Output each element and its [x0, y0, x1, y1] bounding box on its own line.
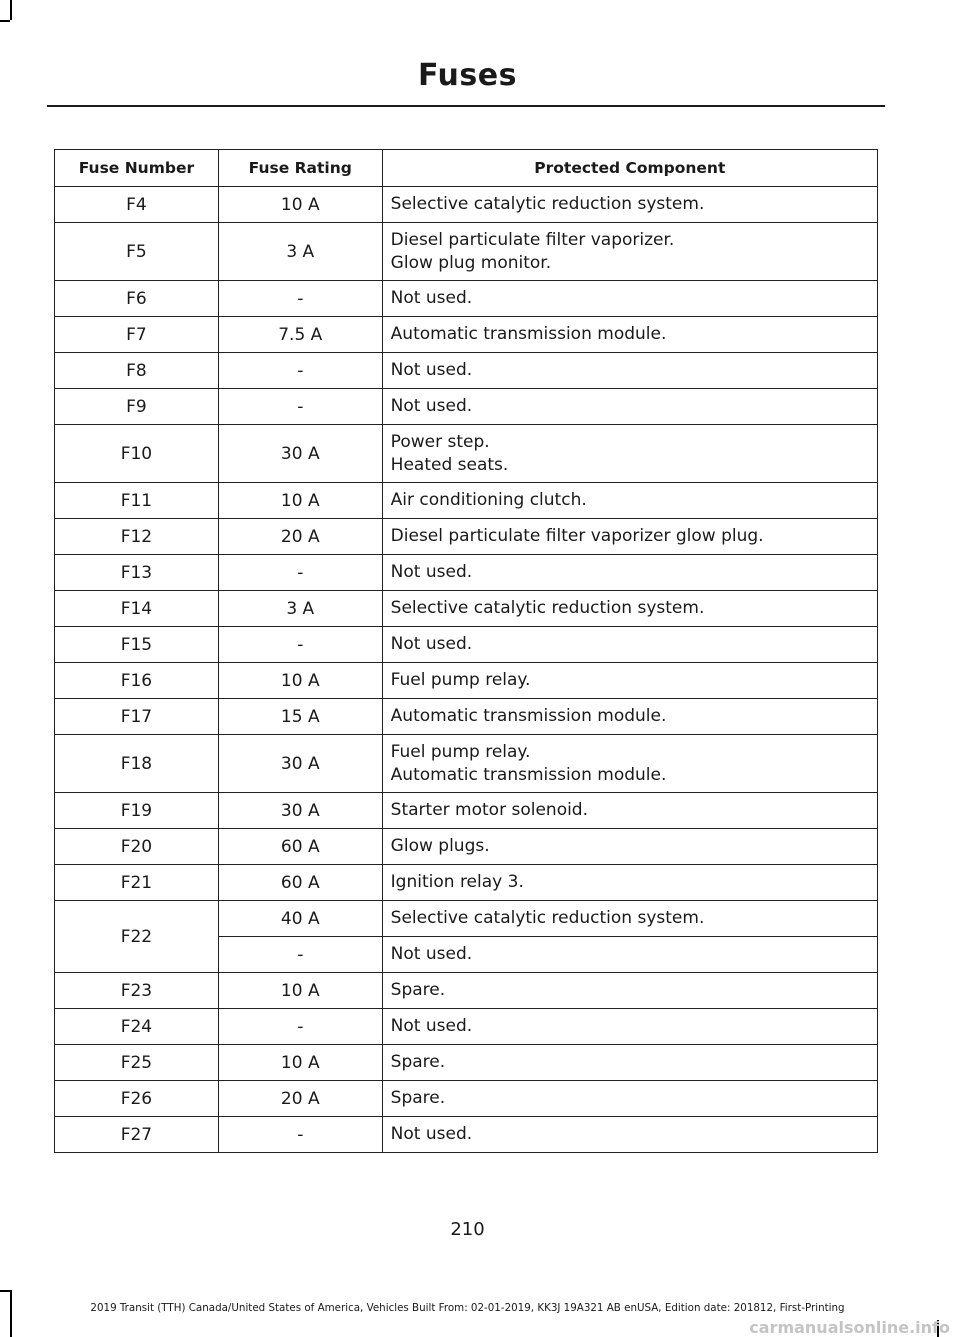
protected-component-cell [382, 187, 877, 223]
table-row [55, 699, 878, 735]
fuse-number-cell: F5 [55, 223, 219, 281]
fuse-rating-cell: 20 A [218, 1081, 382, 1117]
component-line: Fuel pump relay. [390, 670, 531, 690]
crop-mark [0, 1290, 10, 1292]
component-line: Selective catalytic reduction system. [390, 194, 705, 214]
component-line: Not used. [390, 396, 473, 416]
protected-component-cell [382, 699, 877, 735]
fuse-rating-cell: 20 A [218, 519, 382, 555]
fuse-rating-cell: 3 A [218, 591, 382, 627]
fuse-number-cell: F26 [55, 1081, 219, 1117]
protected-component-cell [382, 389, 877, 425]
crop-mark [10, 0, 12, 20]
fuse-rating-cell: - [218, 627, 382, 663]
component-line: Air conditioning clutch. [390, 490, 587, 510]
component-line: Diesel particulate filter vaporizer. [390, 229, 675, 250]
protected-component-cell [382, 1045, 877, 1081]
fuse-rating-cell: - [218, 1009, 382, 1045]
fuse-number-cell: F24 [55, 1009, 219, 1045]
fuse-number-cell: F20 [55, 829, 219, 865]
header-fuse-number: Fuse Number [55, 150, 219, 187]
protected-component-cell [382, 793, 877, 829]
component-line: Automatic transmission module. [390, 324, 667, 344]
component-line: Selective catalytic reduction system. [390, 908, 705, 928]
fuse-number-cell: F7 [55, 317, 219, 353]
component-line: Automatic transmission module. [390, 764, 667, 785]
component-line: Spare. [390, 980, 446, 1000]
header-divider [47, 105, 885, 107]
fuse-number-cell: F13 [55, 555, 219, 591]
protected-component-cell [382, 937, 877, 973]
protected-component-cell [382, 353, 877, 389]
component-line: Spare. [390, 1088, 446, 1108]
fuse-number-cell: F17 [55, 699, 219, 735]
component-line: Ignition relay 3. [390, 872, 524, 892]
fuse-rating-cell: - [218, 1117, 382, 1153]
component-line: Not used. [390, 562, 473, 582]
fuse-number-cell: F4 [55, 187, 219, 223]
protected-component-cell [382, 317, 877, 353]
fuse-table-body [55, 187, 878, 1153]
header-protected-component: Protected Component [382, 150, 877, 187]
component-line: Glow plug monitor. [390, 252, 552, 273]
protected-component-cell [382, 555, 877, 591]
fuse-rating-cell: 10 A [218, 663, 382, 699]
protected-component-cell [382, 627, 877, 663]
component-line: Glow plugs. [390, 836, 490, 856]
protected-component-cell [382, 1117, 877, 1153]
fuse-rating-cell: 60 A [218, 865, 382, 901]
fuse-rating-cell: 10 A [218, 187, 382, 223]
table-row [55, 973, 878, 1009]
fuse-rating-cell: 30 A [218, 425, 382, 483]
page-title: Fuses [418, 58, 517, 93]
fuse-rating-cell: 10 A [218, 973, 382, 1009]
fuse-number-cell: F16 [55, 663, 219, 699]
table-row [55, 1045, 878, 1081]
component-line: Selective catalytic reduction system. [390, 598, 705, 618]
fuse-rating-cell: - [218, 555, 382, 591]
page-footer: 2019 Transit (TTH) Canada/United States of America, Vehicles Built From: 02-01-2019, KK3J 19A321 AB enUSA, Edition date: 201812, First-Printing [90, 1302, 845, 1314]
table-row [55, 555, 878, 591]
fuse-number-cell: F27 [55, 1117, 219, 1153]
table-row [55, 353, 878, 389]
table-row [55, 735, 878, 793]
fuse-rating-cell: 60 A [218, 829, 382, 865]
table-row [55, 223, 878, 281]
component-line: Fuel pump relay. [390, 741, 531, 762]
component-line: Not used. [390, 1016, 473, 1036]
fuse-number-cell: F9 [55, 389, 219, 425]
table-row [55, 663, 878, 699]
fuse-rating-cell: 15 A [218, 699, 382, 735]
table-row [55, 1081, 878, 1117]
protected-component-cell [382, 223, 877, 281]
fuse-rating-cell: - [218, 937, 382, 973]
fuse-rating-cell: - [218, 353, 382, 389]
header-fuse-rating: Fuse Rating [218, 150, 382, 187]
crop-mark [0, 20, 10, 22]
component-line: Not used. [390, 360, 473, 380]
table-row [55, 317, 878, 353]
fuse-rating-cell: 40 A [218, 901, 382, 937]
table-row [55, 591, 878, 627]
component-line: Automatic transmission module. [390, 706, 667, 726]
watermark: carmanualsonline.info [749, 1318, 950, 1337]
fuse-number-cell: F12 [55, 519, 219, 555]
protected-component-cell [382, 663, 877, 699]
protected-component-cell [382, 829, 877, 865]
component-line: Diesel particulate filter vaporizer glow plug. [390, 526, 764, 546]
table-row [55, 865, 878, 901]
protected-component-cell [382, 483, 877, 519]
protected-component-cell [382, 281, 877, 317]
component-line: Not used. [390, 634, 473, 654]
table-row [55, 627, 878, 663]
fuse-number-cell: F25 [55, 1045, 219, 1081]
table-row [55, 1009, 878, 1045]
protected-component-cell [382, 973, 877, 1009]
table-row [55, 519, 878, 555]
table-row [55, 389, 878, 425]
fuse-number-cell: F15 [55, 627, 219, 663]
table-row [55, 901, 878, 937]
fuse-number-cell: F21 [55, 865, 219, 901]
protected-component-cell [382, 901, 877, 937]
table-header-row [55, 150, 878, 187]
component-line: Power step. [390, 431, 490, 452]
fuse-number-cell: F23 [55, 973, 219, 1009]
fuse-number-cell: F11 [55, 483, 219, 519]
protected-component-cell [382, 591, 877, 627]
fuse-rating-cell: 7.5 A [218, 317, 382, 353]
fuse-rating-cell: 10 A [218, 1045, 382, 1081]
protected-component-cell [382, 1009, 877, 1045]
fuse-rating-cell: 30 A [218, 735, 382, 793]
fuse-number-cell: F19 [55, 793, 219, 829]
component-line: Heated seats. [390, 454, 509, 475]
fuse-number-cell: F10 [55, 425, 219, 483]
fuse-rating-cell: 3 A [218, 223, 382, 281]
table-row [55, 483, 878, 519]
table-row [55, 829, 878, 865]
fuse-table [54, 149, 878, 1153]
component-line: Not used. [390, 1124, 473, 1144]
protected-component-cell [382, 519, 877, 555]
fuse-number-cell: F22 [55, 901, 219, 973]
component-line: Starter motor solenoid. [390, 800, 589, 820]
protected-component-cell [382, 1081, 877, 1117]
fuse-rating-cell: 10 A [218, 483, 382, 519]
component-line: Spare. [390, 1052, 446, 1072]
table-row [55, 425, 878, 483]
protected-component-cell [382, 865, 877, 901]
fuse-rating-cell: - [218, 281, 382, 317]
table-row [55, 793, 878, 829]
fuse-number-cell: F6 [55, 281, 219, 317]
fuse-number-cell: F18 [55, 735, 219, 793]
fuse-number-cell: F14 [55, 591, 219, 627]
protected-component-cell [382, 735, 877, 793]
fuse-rating-cell: - [218, 389, 382, 425]
table-row [55, 187, 878, 223]
table-row [55, 281, 878, 317]
protected-component-cell [382, 425, 877, 483]
fuse-number-cell: F8 [55, 353, 219, 389]
table-row [55, 1117, 878, 1153]
page-number: 210 [450, 1219, 485, 1240]
component-line: Not used. [390, 288, 473, 308]
fuse-rating-cell: 30 A [218, 793, 382, 829]
component-line: Not used. [390, 944, 473, 964]
